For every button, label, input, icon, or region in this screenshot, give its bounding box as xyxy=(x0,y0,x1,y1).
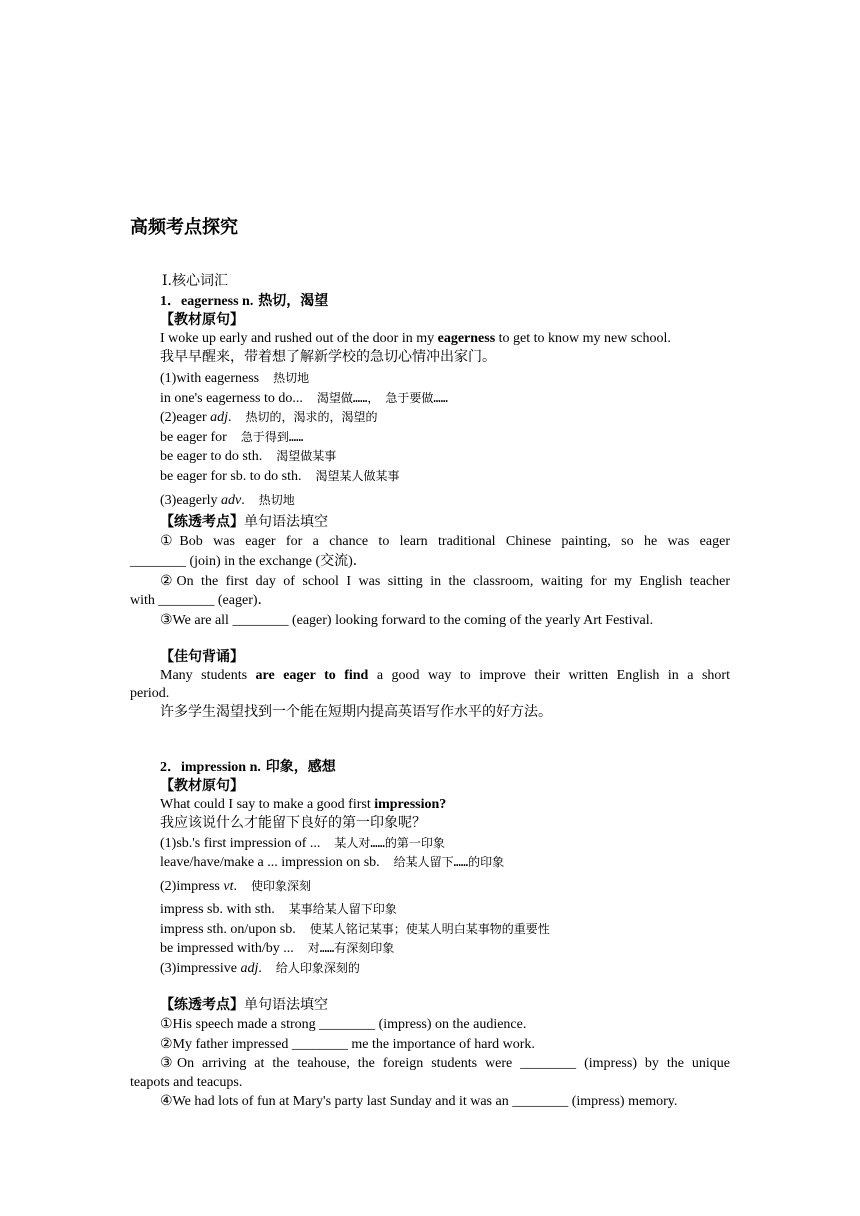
highlighted-word: eagerness xyxy=(437,331,496,346)
exercise-item-cont: ________ (join) in the exchange (交流)． xyxy=(130,554,367,569)
exercise-item: ③On arriving at the teahouse, the foreign students were ________ (impress) by the unique xyxy=(160,1056,730,1071)
exercise-header: 【练透考点】单句语法填空 xyxy=(160,997,328,1013)
exercise-item: ①Bob was eager for a chance to learn traditional Chinese painting, so he was eager xyxy=(160,534,730,549)
textbook-sentence-translation: 我早早醒来，带着想了解新学校的急切心情冲出家门。 xyxy=(160,349,496,365)
usage-line: impress sth. on/upon sb. 使某人铭记某事；使某人明白某事物的重要性 xyxy=(160,922,550,937)
item-number: 2． xyxy=(160,760,181,775)
usage-gloss: 热切地 xyxy=(273,371,310,385)
usage-line: in one's eagerness to do... 渴望做……， 急于要做…… xyxy=(160,391,448,406)
exercise-item: ③We are all ________ (eager) looking forward to the coming of the yearly Art Festival. xyxy=(160,613,654,628)
usage-gloss: 热切地 xyxy=(258,493,295,507)
usage-gloss: 使某人铭记某事；使某人明白某事物的重要性 xyxy=(309,922,550,936)
usage-line: (3)impressive adj. 给人印象深刻的 xyxy=(160,961,360,976)
good-sentence: Many students are eager to find a good way to improve their written English in a short xyxy=(160,668,730,683)
usage-line: be eager for 急于得到…… xyxy=(160,430,304,445)
exercise-item: ①His speech made a strong ________ (impress) on the audience. xyxy=(160,1017,527,1032)
item-number: 1． xyxy=(160,294,181,309)
usage-line: (3)eagerly adv. 热切地 xyxy=(160,493,295,508)
usage-line: (2)eager adj. 热切的，渴求的，渴望的 xyxy=(160,410,378,425)
page-heading: 高频考点探究 xyxy=(130,217,238,238)
usage-line: be eager to do sth. 渴望做某事 xyxy=(160,449,337,464)
usage-gloss: 使印象深刻 xyxy=(251,879,312,893)
vocab-term: eagerness n. xyxy=(181,294,254,309)
usage-gloss: 热切的，渴求的，渴望的 xyxy=(245,410,378,424)
highlighted-word: impression? xyxy=(374,797,447,812)
textbook-sentence-label: 【教材原句】 xyxy=(160,778,244,794)
exercise-item: ②On the first day of school I was sitting in the classroom, waiting for my English teacher xyxy=(160,574,730,589)
good-sentence-label: 【佳句背诵】 xyxy=(160,649,244,665)
vocab-heading-impression xyxy=(160,758,336,777)
usage-gloss: 给某人留下……的印象 xyxy=(393,855,505,869)
usage-gloss: 给人印象深刻的 xyxy=(275,961,360,975)
usage-gloss: 渴望做某事 xyxy=(276,449,337,463)
usage-line: be eager for sb. to do sth. 渴望某人做某事 xyxy=(160,469,400,484)
textbook-sentence: What could I say to make a good first impression? xyxy=(160,797,447,812)
textbook-sentence-label: 【教材原句】 xyxy=(160,312,244,328)
vocab-heading-eagerness xyxy=(160,292,328,311)
exercise-item-cont: with ________ (eager)． xyxy=(130,593,272,608)
vocab-meaning: 印象，感想 xyxy=(260,759,336,775)
good-sentence-translation: 许多学生渴望找到一个能在短期内提高英语写作水平的好方法。 xyxy=(160,704,552,720)
vocab-term: impression n. xyxy=(181,760,261,775)
vocab-meaning: 热切，渴望 xyxy=(253,293,329,309)
usage-line: (1)with eagerness 热切地 xyxy=(160,371,310,386)
usage-gloss: 渴望做……， 急于要做…… xyxy=(316,391,448,405)
exercise-item: ②My father impressed ________ me the importance of hard work. xyxy=(160,1037,535,1052)
usage-gloss: 某事给某人留下印象 xyxy=(288,902,397,916)
textbook-sentence: I woke up early and rushed out of the door in my eagerness to get to know my new school. xyxy=(160,331,671,346)
usage-gloss: 急于得到…… xyxy=(240,430,304,444)
usage-line: (2)impress vt. 使印象深刻 xyxy=(160,879,312,894)
textbook-sentence-translation: 我应该说什么才能留下良好的第一印象呢？ xyxy=(160,815,426,831)
usage-gloss: 渴望某人做某事 xyxy=(315,469,400,483)
section-label: Ⅰ.核心词汇 xyxy=(162,273,228,289)
usage-gloss: 某人对……的第一印象 xyxy=(334,836,445,850)
usage-line: be impressed with/by ... 对……有深刻印象 xyxy=(160,941,395,956)
exercise-item: ④We had lots of fun at Mary's party last Sunday and it was an ________ (impress) memory. xyxy=(160,1094,678,1109)
usage-line: impress sb. with sth. 某事给某人留下印象 xyxy=(160,902,397,917)
exercise-header: 【练透考点】单句语法填空 xyxy=(160,514,328,530)
usage-gloss: 对……有深刻印象 xyxy=(307,941,395,955)
exercise-item-cont: teapots and teacups. xyxy=(130,1075,243,1090)
usage-line: (1)sb.'s first impression of ... 某人对……的第一印象 xyxy=(160,836,445,851)
good-sentence-cont: period. xyxy=(130,686,170,701)
usage-line: leave/have/make a ... impression on sb. 给某人留下……的印象 xyxy=(160,855,505,870)
